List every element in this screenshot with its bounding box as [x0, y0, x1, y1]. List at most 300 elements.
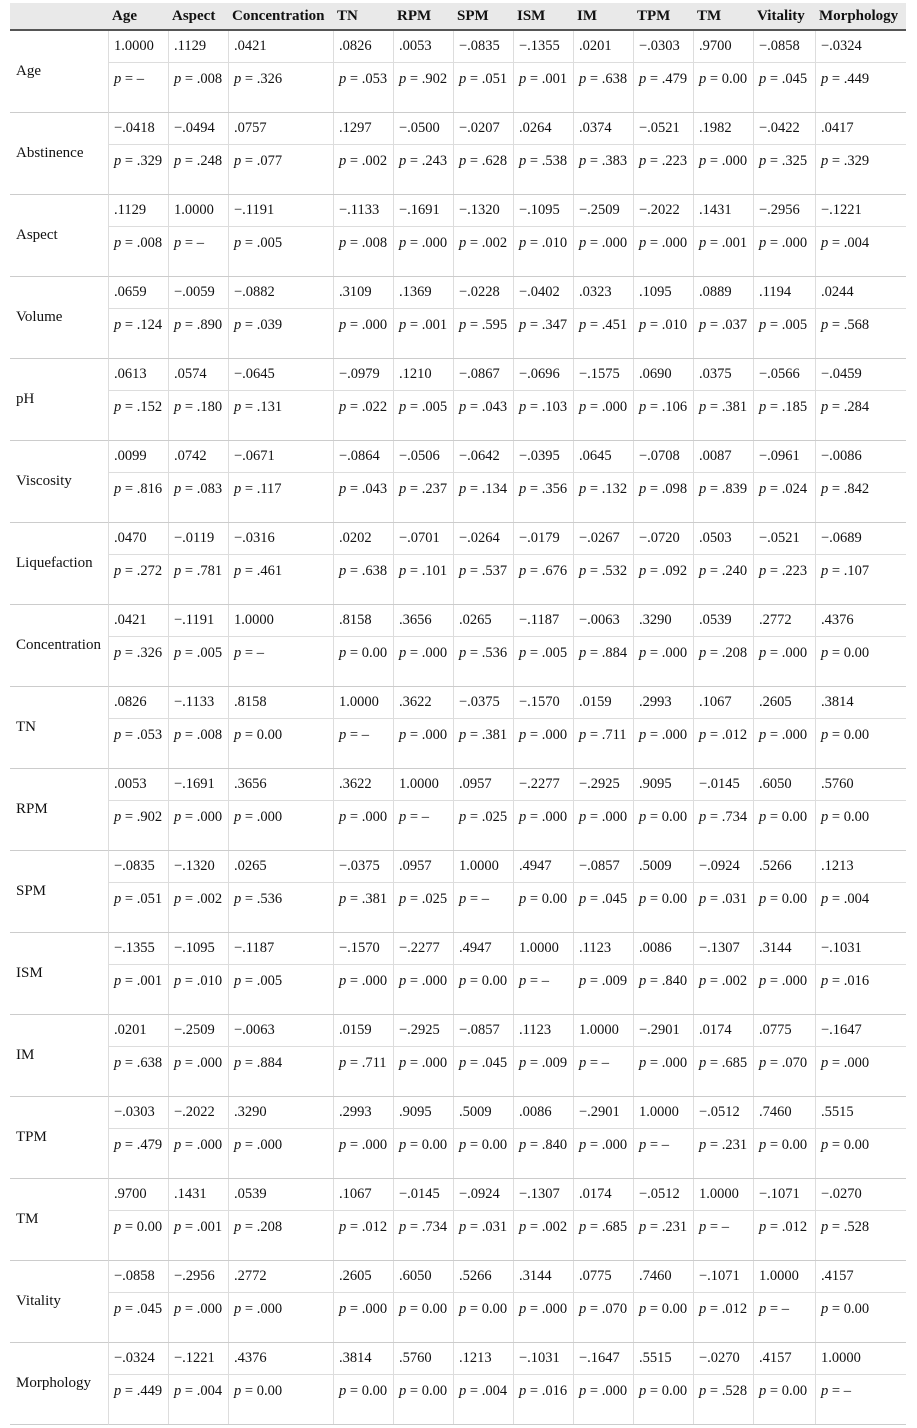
p-label: p — [174, 1300, 182, 1317]
p-label: p — [821, 890, 829, 907]
correlation-cell: −.0720 — [634, 523, 694, 554]
p-value-cell — [816, 1375, 906, 1424]
equals-sign: = — [241, 1300, 257, 1317]
p-value: .008 — [361, 234, 388, 251]
p-label: p — [519, 808, 527, 825]
equals-sign: = — [646, 562, 662, 579]
p-label: p — [759, 1218, 767, 1235]
p-label: p — [639, 480, 647, 497]
p-value-cell — [334, 965, 394, 1014]
equals-sign: = — [241, 398, 257, 415]
p-label: p — [639, 316, 647, 333]
p-value: .001 — [136, 972, 163, 989]
p-value: .000 — [421, 234, 448, 251]
p-value-cell — [816, 801, 906, 850]
p-value-line — [109, 63, 906, 113]
equals-sign: = — [586, 316, 602, 333]
equals-sign: = — [241, 1382, 257, 1399]
p-label: p — [234, 808, 242, 825]
p-label: p — [519, 890, 527, 907]
equals-sign: = — [828, 1136, 844, 1153]
p-value: .101 — [421, 562, 448, 579]
p-label: p — [399, 890, 407, 907]
correlation-line — [109, 1261, 906, 1293]
p-value-cell — [454, 637, 514, 686]
equals-sign: = — [766, 316, 782, 333]
p-value-cell — [694, 637, 754, 686]
equals-sign: = — [121, 1218, 137, 1235]
p-value: .043 — [361, 480, 388, 497]
p-value-cell — [454, 965, 514, 1014]
p-label: p — [519, 1136, 527, 1153]
p-label: p — [519, 70, 527, 87]
p-value: .010 — [661, 316, 688, 333]
p-value-cell — [394, 1375, 454, 1424]
equals-sign: = — [121, 152, 137, 169]
p-label: p — [699, 316, 707, 333]
equals-sign: = — [241, 1218, 257, 1235]
p-label: p — [519, 972, 527, 989]
correlation-cell: −.0924 — [694, 851, 754, 882]
p-value-cell — [169, 965, 229, 1014]
p-value: .051 — [136, 890, 163, 907]
p-value-cell — [334, 555, 394, 604]
table-row — [10, 113, 906, 195]
equals-sign: = — [406, 562, 422, 579]
equals-sign: = — [828, 1300, 844, 1317]
p-label: p — [174, 808, 182, 825]
p-value: .004 — [481, 1382, 508, 1399]
correlation-line — [109, 195, 906, 227]
equals-sign: = — [181, 726, 197, 743]
equals-sign: = — [526, 972, 542, 989]
p-label: p — [339, 70, 347, 87]
p-value: .043 — [481, 398, 508, 415]
p-value: .098 — [661, 480, 688, 497]
p-value: .223 — [661, 152, 688, 169]
p-label: p — [234, 1300, 242, 1317]
p-value: .004 — [843, 234, 870, 251]
p-value-cell — [334, 801, 394, 850]
equals-sign: = — [346, 890, 362, 907]
p-value: 0.00 — [843, 726, 870, 743]
equals-sign: = — [466, 1300, 482, 1317]
p-label: p — [399, 644, 407, 661]
correlation-cell: −.1191 — [229, 195, 334, 226]
p-value-cell — [169, 637, 229, 686]
equals-sign: = — [526, 234, 542, 251]
p-label: p — [399, 234, 407, 251]
correlation-cell: −.1031 — [821, 940, 862, 956]
p-label: p — [174, 972, 182, 989]
p-value: .628 — [481, 152, 508, 169]
correlation-cell: .2993 — [334, 1097, 394, 1128]
correlation-cell: .5760 — [394, 1343, 454, 1374]
equals-sign: = — [586, 726, 602, 743]
equals-sign: = — [241, 972, 257, 989]
correlation-cell: .1123 — [574, 933, 634, 964]
p-label: p — [459, 808, 467, 825]
correlation-cell: .3290 — [634, 605, 694, 636]
p-label: p — [579, 1300, 587, 1317]
p-value-cell — [634, 1129, 694, 1178]
p-value-line — [109, 145, 906, 195]
p-value: .383 — [601, 152, 628, 169]
equals-sign: = — [706, 1218, 722, 1235]
p-value: .536 — [256, 890, 283, 907]
p-value-cell — [694, 801, 754, 850]
equals-sign: = — [646, 70, 662, 87]
correlation-cell: −.0119 — [169, 523, 229, 554]
p-value-cell — [816, 1129, 906, 1178]
p-label: p — [759, 316, 767, 333]
equals-sign: = — [646, 1136, 662, 1153]
correlation-cell: .0645 — [574, 441, 634, 472]
table-row — [10, 195, 906, 277]
p-value: .568 — [843, 316, 870, 333]
equals-sign: = — [346, 316, 362, 333]
p-value-cell — [334, 473, 394, 522]
correlation-cell: .9095 — [634, 769, 694, 800]
p-value: .001 — [541, 70, 568, 87]
equals-sign: = — [241, 234, 257, 251]
correlation-line — [109, 933, 906, 965]
p-value-cell — [694, 965, 754, 1014]
p-value-line — [109, 555, 906, 605]
p-value-cell — [694, 145, 754, 194]
equals-sign: = — [406, 1382, 422, 1399]
p-label: p — [459, 726, 467, 743]
p-value: .536 — [481, 644, 508, 661]
equals-sign: = — [766, 1300, 782, 1317]
equals-sign: = — [121, 1300, 137, 1317]
p-label: p — [114, 1054, 122, 1071]
p-value-cell — [109, 1375, 169, 1424]
equals-sign: = — [766, 1054, 782, 1071]
p-value: 0.00 — [661, 808, 688, 825]
p-value: .272 — [136, 562, 163, 579]
p-label: p — [821, 808, 829, 825]
p-label: p — [639, 234, 647, 251]
equals-sign: = — [586, 1382, 602, 1399]
p-label: p — [759, 562, 767, 579]
equals-sign: = — [706, 1382, 722, 1399]
p-value-cell — [394, 637, 454, 686]
p-value-cell — [694, 883, 754, 932]
header-corner — [10, 3, 109, 29]
p-label: p — [519, 152, 527, 169]
equals-sign: = — [241, 644, 257, 661]
p-value-line — [109, 473, 906, 523]
p-label: p — [821, 234, 829, 251]
p-value-cell — [394, 801, 454, 850]
p-label: p — [519, 1382, 527, 1399]
p-label: p — [174, 644, 182, 661]
equals-sign: = — [526, 1054, 542, 1071]
p-value-cell — [454, 145, 514, 194]
equals-sign: = — [526, 1218, 542, 1235]
p-value-cell — [816, 965, 906, 1014]
p-value: .000 — [421, 1054, 448, 1071]
p-value: 0.00 — [421, 1136, 448, 1153]
equals-sign: = — [586, 890, 602, 907]
equals-sign: = — [121, 1054, 137, 1071]
p-label: p — [699, 1054, 707, 1071]
p-value-line — [109, 637, 906, 687]
p-value-cell — [816, 883, 906, 932]
p-label: p — [114, 726, 122, 743]
p-label: p — [174, 1054, 182, 1071]
correlation-cell: −.0063 — [574, 605, 634, 636]
p-value-cell — [816, 309, 906, 358]
equals-sign: = — [406, 1218, 422, 1235]
p-value: .284 — [843, 398, 870, 415]
p-label: p — [759, 726, 767, 743]
p-value: .638 — [601, 70, 628, 87]
correlation-cell: .1067 — [694, 687, 754, 718]
row-label: Viscosity — [10, 441, 109, 523]
equals-sign: = — [466, 808, 482, 825]
correlation-cell: .3622 — [334, 769, 394, 800]
correlation-cell: .0159 — [334, 1015, 394, 1046]
p-value-cell — [694, 1293, 754, 1342]
p-label: p — [459, 234, 467, 251]
row-label: Vitality — [10, 1261, 109, 1343]
correlation-cell: .4376 — [821, 612, 854, 628]
p-value-cell — [394, 63, 454, 112]
p-label: p — [234, 1136, 242, 1153]
correlation-line — [109, 769, 906, 801]
p-value-cell — [109, 63, 169, 112]
table-row — [10, 359, 906, 441]
p-value-cell — [454, 555, 514, 604]
column-header: TM — [697, 8, 722, 24]
p-value: .000 — [541, 1300, 568, 1317]
correlation-cell: −.2956 — [754, 195, 816, 226]
p-label: p — [519, 398, 527, 415]
p-value-cell — [514, 1129, 574, 1178]
p-value-cell — [634, 309, 694, 358]
p-value: 0.00 — [481, 972, 508, 989]
p-value-cell — [454, 1293, 514, 1342]
equals-sign: = — [181, 1300, 197, 1317]
p-label: p — [339, 152, 347, 169]
correlation-cell: −.0418 — [109, 113, 169, 144]
equals-sign: = — [646, 1382, 662, 1399]
p-label: p — [339, 1218, 347, 1235]
correlation-cell: .1982 — [694, 113, 754, 144]
p-value: .012 — [781, 1218, 808, 1235]
correlation-cell: −.0270 — [821, 1186, 862, 1202]
p-value: .092 — [661, 562, 688, 579]
p-value: 0.00 — [661, 1300, 688, 1317]
p-label: p — [639, 726, 647, 743]
p-label: p — [114, 972, 122, 989]
p-value: .037 — [721, 316, 748, 333]
p-value-cell — [574, 801, 634, 850]
p-label: p — [639, 644, 647, 661]
p-value-cell — [816, 637, 906, 686]
equals-sign: = — [466, 890, 482, 907]
p-label: p — [821, 726, 829, 743]
equals-sign: = — [121, 644, 137, 661]
equals-sign: = — [181, 480, 197, 497]
p-value: .070 — [781, 1054, 808, 1071]
correlation-cell: −.0179 — [514, 523, 574, 554]
correlation-cell: −.0207 — [454, 113, 514, 144]
p-value-cell — [334, 1293, 394, 1342]
correlation-cell: .1213 — [454, 1343, 514, 1374]
p-value: 0.00 — [781, 1382, 808, 1399]
p-value: – — [196, 234, 204, 251]
correlation-cell: .0470 — [109, 523, 169, 554]
equals-sign: = — [346, 234, 362, 251]
equals-sign: = — [241, 480, 257, 497]
correlation-cell: .0053 — [394, 31, 454, 62]
p-value: .781 — [196, 562, 223, 579]
p-label: p — [339, 398, 347, 415]
p-value-cell — [634, 965, 694, 1014]
equals-sign: = — [346, 1054, 362, 1071]
equals-sign: = — [766, 398, 782, 415]
correlation-cell: .0265 — [229, 851, 334, 882]
p-label: p — [114, 890, 122, 907]
correlation-cell: .0742 — [169, 441, 229, 472]
p-value: .022 — [361, 398, 388, 415]
correlation-cell: .7460 — [634, 1261, 694, 1292]
p-value-cell — [454, 1047, 514, 1096]
p-value-cell — [334, 637, 394, 686]
p-label: p — [639, 808, 647, 825]
p-value: .356 — [541, 480, 568, 497]
p-label: p — [339, 1136, 347, 1153]
correlation-cell: .0086 — [514, 1097, 574, 1128]
p-value-cell — [574, 1129, 634, 1178]
correlation-cell: −.1071 — [694, 1261, 754, 1292]
p-value-cell — [454, 227, 514, 276]
p-value-cell — [334, 145, 394, 194]
p-value-cell — [334, 227, 394, 276]
correlation-line — [109, 31, 906, 63]
correlation-cell: −.0500 — [394, 113, 454, 144]
p-label: p — [114, 480, 122, 497]
p-label: p — [234, 152, 242, 169]
table-row — [10, 1015, 906, 1097]
equals-sign: = — [646, 1218, 662, 1235]
p-label: p — [399, 972, 407, 989]
p-value-cell — [754, 227, 816, 276]
p-value: .329 — [136, 152, 163, 169]
p-value: .045 — [781, 70, 808, 87]
equals-sign: = — [586, 1218, 602, 1235]
p-value: .381 — [481, 726, 508, 743]
p-value: .002 — [541, 1218, 568, 1235]
p-label: p — [234, 480, 242, 497]
p-label: p — [759, 234, 767, 251]
p-value: .051 — [481, 70, 508, 87]
p-value: .884 — [256, 1054, 283, 1071]
p-label: p — [174, 70, 182, 87]
equals-sign: = — [466, 726, 482, 743]
p-value-line — [109, 1375, 906, 1425]
correlation-cell: −.0696 — [514, 359, 574, 390]
p-label: p — [114, 70, 122, 87]
correlation-cell: −.0303 — [109, 1097, 169, 1128]
p-label: p — [821, 1300, 829, 1317]
table-row — [10, 605, 906, 687]
table-row — [10, 1343, 906, 1425]
p-value: .528 — [843, 1218, 870, 1235]
p-value-cell — [694, 1211, 754, 1260]
p-label: p — [114, 234, 122, 251]
p-value: .000 — [781, 234, 808, 251]
p-value-cell — [229, 1047, 334, 1096]
correlation-line — [109, 359, 906, 391]
p-label: p — [821, 70, 829, 87]
p-value: .152 — [136, 398, 163, 415]
correlation-cell: .0757 — [229, 113, 334, 144]
p-value-cell — [634, 637, 694, 686]
p-value-cell — [754, 1129, 816, 1178]
correlation-cell: −.0270 — [694, 1343, 754, 1374]
correlation-cell: .2605 — [334, 1261, 394, 1292]
correlation-line — [109, 113, 906, 145]
equals-sign: = — [466, 972, 482, 989]
p-value: 0.00 — [256, 1382, 283, 1399]
table-row — [10, 1097, 906, 1179]
p-label: p — [234, 972, 242, 989]
p-value: .000 — [781, 972, 808, 989]
equals-sign: = — [466, 398, 482, 415]
p-label: p — [174, 562, 182, 579]
p-value: .000 — [541, 808, 568, 825]
correlation-cell: 1.0000 — [454, 851, 514, 882]
correlation-cell: .6050 — [394, 1261, 454, 1292]
equals-sign: = — [586, 70, 602, 87]
equals-sign: = — [406, 1054, 422, 1071]
correlation-cell: .5266 — [754, 851, 816, 882]
p-value-cell — [169, 1047, 229, 1096]
p-value-line — [109, 801, 906, 851]
p-value: – — [601, 1054, 609, 1071]
p-label: p — [339, 1382, 347, 1399]
p-value-cell — [169, 801, 229, 850]
p-label: p — [821, 1136, 829, 1153]
p-value-line — [109, 1129, 906, 1179]
equals-sign: = — [181, 234, 197, 251]
equals-sign: = — [828, 726, 844, 743]
correlation-cell: −.1221 — [169, 1343, 229, 1374]
row-label: Liquefaction — [10, 523, 109, 605]
equals-sign: = — [466, 1054, 482, 1071]
p-value: .009 — [541, 1054, 568, 1071]
p-label: p — [699, 972, 707, 989]
equals-sign: = — [646, 480, 662, 497]
p-label: p — [459, 1054, 467, 1071]
correlation-cell: −.0835 — [109, 851, 169, 882]
p-label: p — [821, 562, 829, 579]
equals-sign: = — [121, 234, 137, 251]
row-label: Morphology — [10, 1343, 109, 1425]
equals-sign: = — [526, 726, 542, 743]
equals-sign: = — [586, 234, 602, 251]
equals-sign: = — [828, 644, 844, 661]
p-label: p — [639, 1218, 647, 1235]
p-value-cell — [574, 309, 634, 358]
p-label: p — [399, 1300, 407, 1317]
p-value: .537 — [481, 562, 508, 579]
column-header: Vitality — [757, 8, 805, 24]
